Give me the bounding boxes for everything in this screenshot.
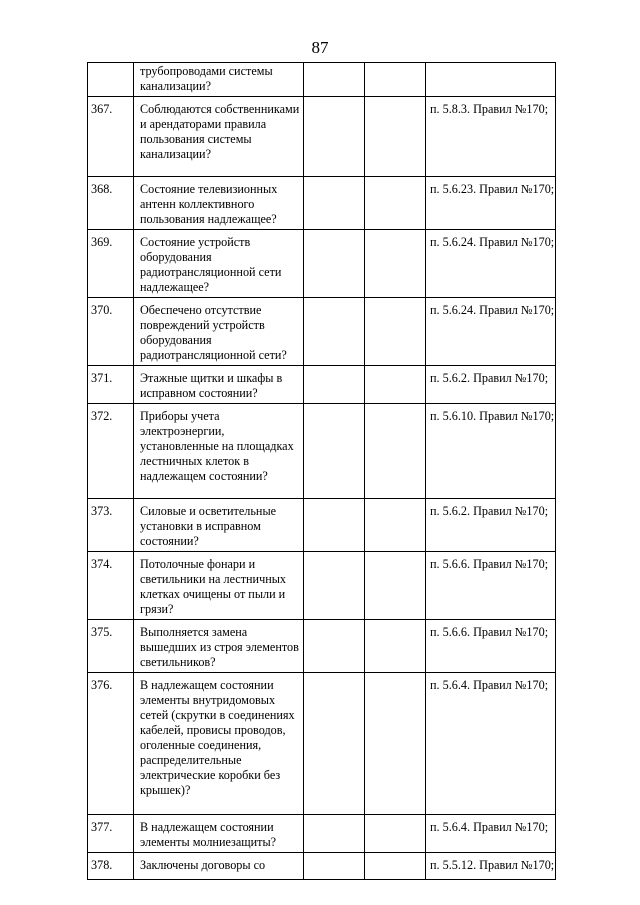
regulation-reference: п. 5.6.23. Правил №170; [426, 177, 556, 230]
answer-yes-cell [304, 552, 365, 620]
item-number: 376. [88, 673, 134, 815]
answer-yes-cell [304, 177, 365, 230]
question-text: Приборы учета электроэнергии, установленные на площадках лестничных клеток в надлежащем состоянии? [134, 404, 304, 499]
answer-no-cell [365, 853, 426, 880]
item-number: 370. [88, 298, 134, 366]
table-row [88, 63, 556, 97]
regulation-reference: п. 5.5.12. Правил №170; [426, 853, 556, 880]
regulation-reference: п. 5.6.2. Правил №170; [426, 366, 556, 404]
regulation-reference: п. 5.6.4. Правил №170; [426, 673, 556, 815]
answer-yes-cell [304, 620, 365, 673]
answer-no-cell [365, 552, 426, 620]
answer-no-cell [365, 366, 426, 404]
page-number: 87 [311, 38, 329, 57]
question-text: Состояние телевизионных антенн коллективного пользования надлежащее? [134, 177, 304, 230]
answer-yes-cell [304, 673, 365, 815]
answer-no-cell [365, 404, 426, 499]
answer-yes-cell [304, 499, 365, 552]
question-text: Потолочные фонари и светильники на лестничных клетках очищены от пыли и грязи? [134, 552, 304, 620]
item-number: 373. [88, 499, 134, 552]
item-number: 374. [88, 552, 134, 620]
question-text: В надлежащем состоянии элементы молниезащиты? [134, 815, 304, 853]
answer-yes-cell [304, 97, 365, 177]
regulation-reference: п. 5.6.24. Правил №170; [426, 298, 556, 366]
answer-no-cell [365, 177, 426, 230]
question-text: Силовые и осветительные установки в исправном состоянии? [134, 499, 304, 552]
answer-yes-cell [304, 366, 365, 404]
question-text: трубопроводами системы канализации? [134, 63, 304, 97]
regulation-reference: п. 5.6.4. Правил №170; [426, 815, 556, 853]
table-row [88, 230, 556, 298]
item-number: 372. [88, 404, 134, 499]
question-text: В надлежащем состоянии элементы внутридомовых сетей (скрутки в соединениях кабелей, провисы проводов, оголенные соединения, распределительные электрические коробки без крышек)? [134, 673, 304, 815]
answer-no-cell [365, 499, 426, 552]
item-number: 377. [88, 815, 134, 853]
table-row [88, 853, 556, 880]
question-text: Заключены договоры со [134, 853, 304, 880]
answer-yes-cell [304, 63, 365, 97]
table-row [88, 366, 556, 404]
question-text: Состояние устройств оборудования радиотрансляционной сети надлежащее? [134, 230, 304, 298]
table-row [88, 177, 556, 230]
regulation-reference [426, 63, 556, 97]
table-row [88, 404, 556, 499]
regulation-reference: п. 5.6.2. Правил №170; [426, 499, 556, 552]
question-text: Обеспечено отсутствие повреждений устройств оборудования радиотрансляционной сети? [134, 298, 304, 366]
question-text: Выполняется замена вышедших из строя элементов светильников? [134, 620, 304, 673]
answer-no-cell [365, 620, 426, 673]
answer-yes-cell [304, 298, 365, 366]
table-row [88, 97, 556, 177]
answer-no-cell [365, 97, 426, 177]
table-row [88, 815, 556, 853]
regulation-reference: п. 5.6.24. Правил №170; [426, 230, 556, 298]
table-row [88, 499, 556, 552]
regulation-reference: п. 5.6.6. Правил №170; [426, 552, 556, 620]
item-number: 369. [88, 230, 134, 298]
answer-no-cell [365, 673, 426, 815]
table-row [88, 673, 556, 815]
item-number: 375. [88, 620, 134, 673]
answer-no-cell [365, 815, 426, 853]
question-text: Этажные щитки и шкафы в исправном состоянии? [134, 366, 304, 404]
item-number [88, 63, 134, 97]
regulation-reference: п. 5.6.10. Правил №170; [426, 404, 556, 499]
inspection-table [87, 62, 556, 880]
answer-yes-cell [304, 230, 365, 298]
item-number: 371. [88, 366, 134, 404]
item-number: 367. [88, 97, 134, 177]
answer-no-cell [365, 63, 426, 97]
answer-no-cell [365, 298, 426, 366]
answer-yes-cell [304, 815, 365, 853]
answer-no-cell [365, 230, 426, 298]
table-row [88, 298, 556, 366]
answer-yes-cell [304, 853, 365, 880]
table-row [88, 620, 556, 673]
table-body [88, 63, 556, 880]
regulation-reference: п. 5.8.3. Правил №170; [426, 97, 556, 177]
item-number: 378. [88, 853, 134, 880]
item-number: 368. [88, 177, 134, 230]
question-text: Соблюдаются собственниками и арендаторами правила пользования системы канализации? [134, 97, 304, 177]
answer-yes-cell [304, 404, 365, 499]
table-row [88, 552, 556, 620]
regulation-reference: п. 5.6.6. Правил №170; [426, 620, 556, 673]
